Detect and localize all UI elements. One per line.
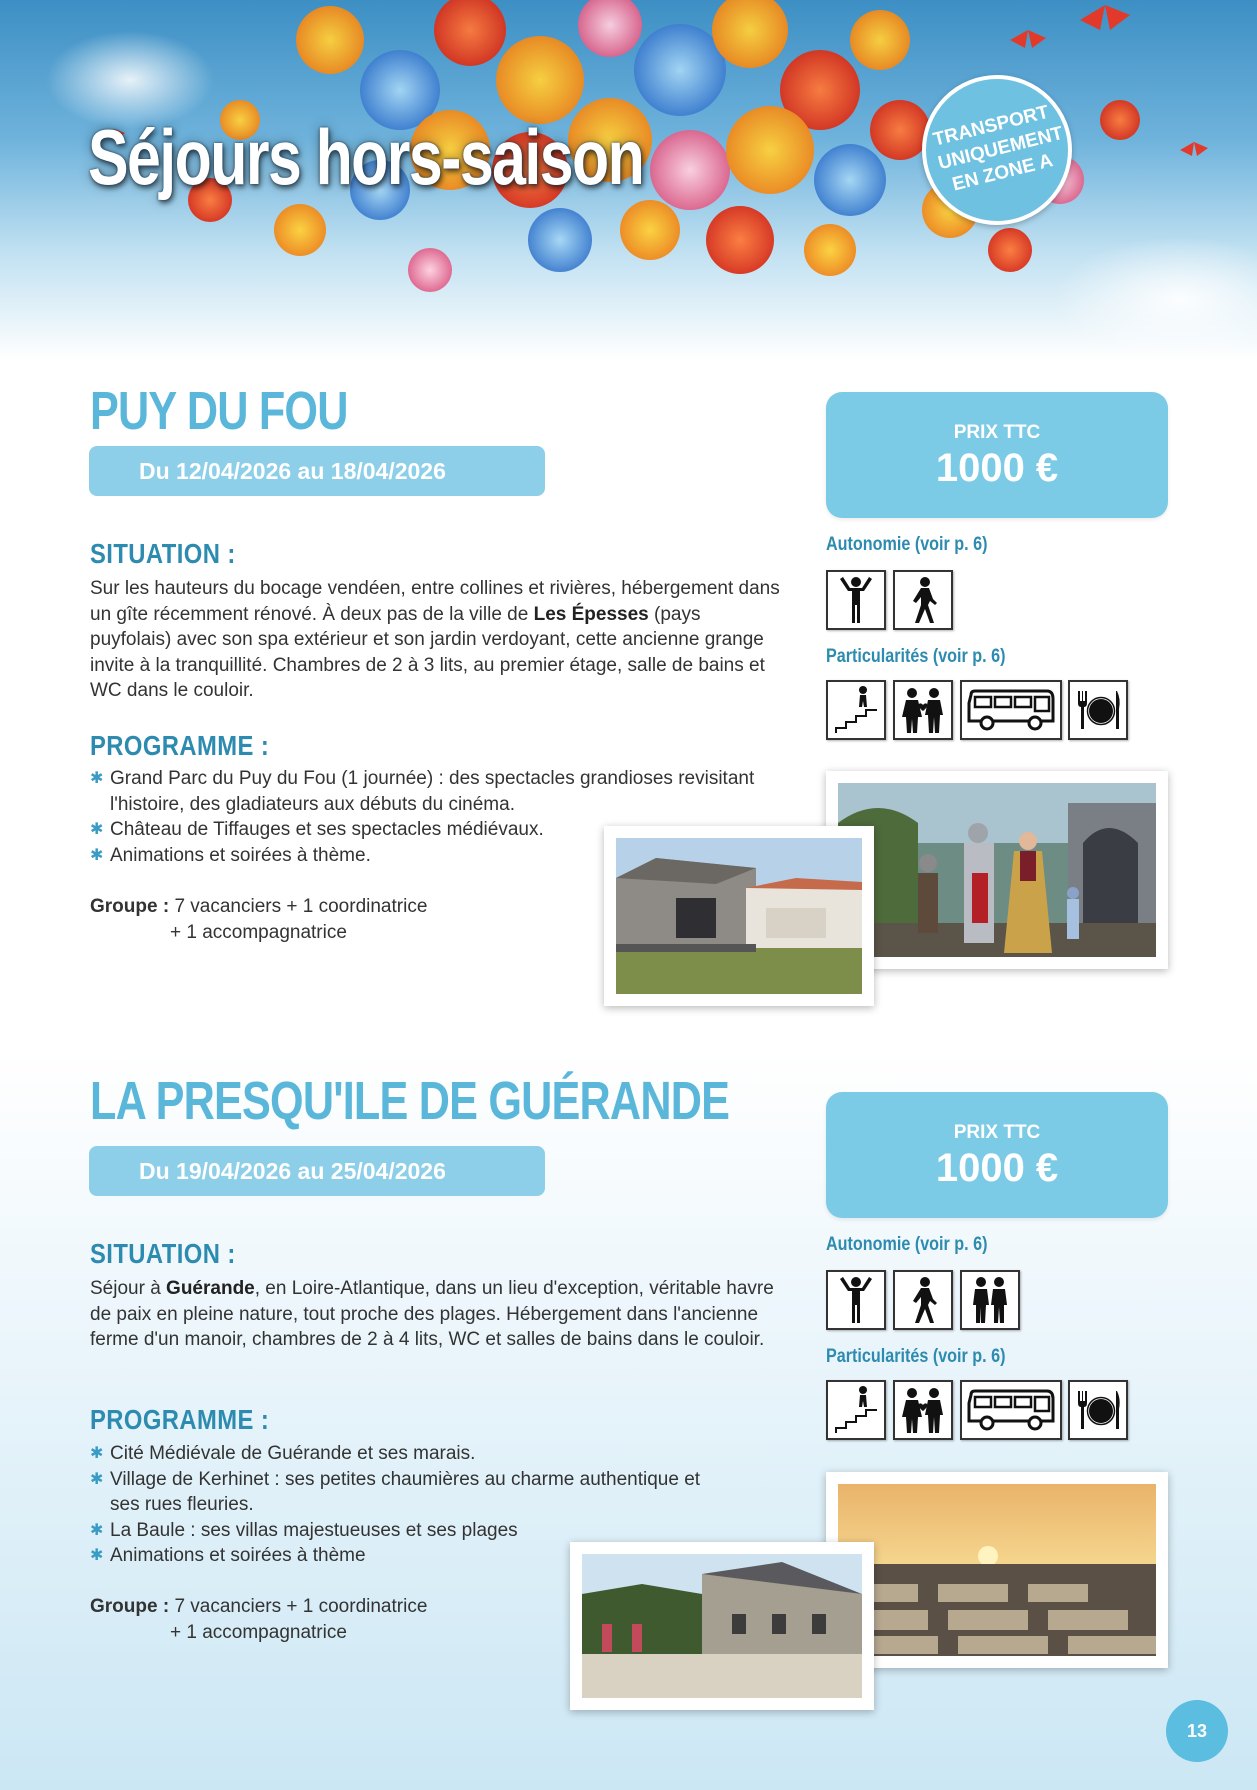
list-item: ✱ Village de Kerhinet : ses petites chaumières au charme authentique et ses rues fleuries.: [90, 1468, 701, 1515]
couple-icon: [893, 1380, 953, 1440]
group-info: Groupe : 7 vacanciers + 1 coordinatrice + 1 accompagnatrice: [90, 896, 428, 943]
gite-photo: [604, 826, 874, 1006]
meal-icon: [1068, 680, 1128, 740]
hero-banner: [0, 0, 1257, 370]
list-item: ✱ La Baule : ses villas majestueuses et ses plages: [90, 1518, 730, 1544]
page-number: 13: [1166, 1700, 1228, 1762]
particularites-label: Particularités (voir p. 6): [826, 1346, 1006, 1367]
programme-heading: PROGRAMME :: [90, 730, 270, 761]
transport-badge-text: TRANSPORT UNIQUEMENT EN ZONE A: [931, 101, 1066, 196]
assisted-walking-icon: [960, 1270, 1020, 1330]
list-item: ✱ Château de Tiffauges et ses spectacles médiévaux.: [90, 817, 790, 843]
price-value: 1000 €: [935, 1146, 1059, 1190]
bullet-icon: ✱: [90, 770, 104, 787]
situation-heading: SITUATION :: [90, 538, 236, 569]
price-box: [826, 392, 1168, 518]
couple-icon: [893, 680, 953, 740]
price-label: PRIX TTC: [953, 422, 1041, 443]
group-info: Groupe : 7 vacanciers + 1 coordinatrice + 1 accompagnatrice: [90, 1596, 428, 1643]
stairs-icon: [826, 1380, 886, 1440]
stairs-icon: [826, 680, 886, 740]
situation-text: Sur les hauteurs du bocage vendéen, entre collines et rivières, hébergement dans un gîte récemment rénové. À deux pas de la ville de Les Épesses (pays puyfolais) avec son spa extérieur et son jardin verdoyant, cette ancienne grange invite à la tranquillité. Chambres de 2 à 3 lits, au premier étage, salle de bains et WC dans le couloir.: [90, 578, 780, 701]
price-box: [826, 1092, 1168, 1218]
date-range: Du 12/04/2026 au 18/04/2026: [89, 446, 545, 496]
walking-person-icon: [893, 1270, 953, 1330]
bullet-icon: ✱: [90, 846, 104, 864]
bullet-icon: ✱: [90, 1470, 104, 1488]
knights-show-photo: [826, 771, 1168, 969]
section-title: PUY DU FOU: [90, 381, 348, 441]
stay-puy-du-fou: [0, 380, 1257, 1020]
price-value: 1000 €: [935, 446, 1059, 490]
manor-farm-photo: [570, 1542, 874, 1710]
meal-icon: [1068, 1380, 1128, 1440]
bullet-icon: ✱: [90, 1445, 104, 1462]
programme-heading: PROGRAMME :: [90, 1404, 270, 1435]
price-label: PRIX TTC: [953, 1122, 1041, 1143]
particularites-label: Particularités (voir p. 6): [826, 646, 1006, 667]
section-title: LA PRESQU'ILE DE GUÉRANDE: [90, 1071, 730, 1131]
list-item: ✱ Animations et soirées à thème.: [90, 843, 790, 869]
stay-guerande: [0, 1071, 1257, 1720]
walking-person-icon: [893, 570, 953, 630]
standing-person-icon: [826, 570, 886, 630]
page-title: Séjours hors-saison: [88, 113, 644, 201]
autonomie-label: Autonomie (voir p. 6): [826, 1234, 988, 1255]
situation-text: Séjour à Guérande, en Loire-Atlantique, dans un lieu d'exception, véritable havre de paix en pleine nature, tout proche des plages. Hébergement dans l'ancienne ferme d'un manoir, chambres de 2 à 4 lits, WC et salles de bains dans le couloir.: [90, 1278, 774, 1350]
autonomie-label: Autonomie (voir p. 6): [826, 534, 988, 555]
list-item: ✱ Cité Médiévale de Guérande et ses marais.: [90, 1441, 730, 1467]
situation-heading: SITUATION :: [90, 1238, 236, 1269]
date-range: Du 19/04/2026 au 25/04/2026: [89, 1146, 545, 1196]
bullet-icon: ✱: [90, 1547, 104, 1564]
bullet-icon: ✱: [90, 821, 104, 838]
transport-zone-badge: [922, 75, 1072, 225]
list-item: ✱ Animations et soirées à thème: [90, 1543, 730, 1569]
list-item: ✱ Grand Parc du Puy du Fou (1 journée) : des spectacles grandioses revisitant l'histoire, des gladiateurs aux débuts du cinéma.: [90, 768, 755, 815]
salt-marsh-photo: [826, 1472, 1168, 1668]
bullet-icon: ✱: [90, 1521, 104, 1539]
standing-person-icon: [826, 1270, 886, 1330]
minibus-icon: [960, 1380, 1062, 1440]
minibus-icon: [960, 680, 1062, 740]
